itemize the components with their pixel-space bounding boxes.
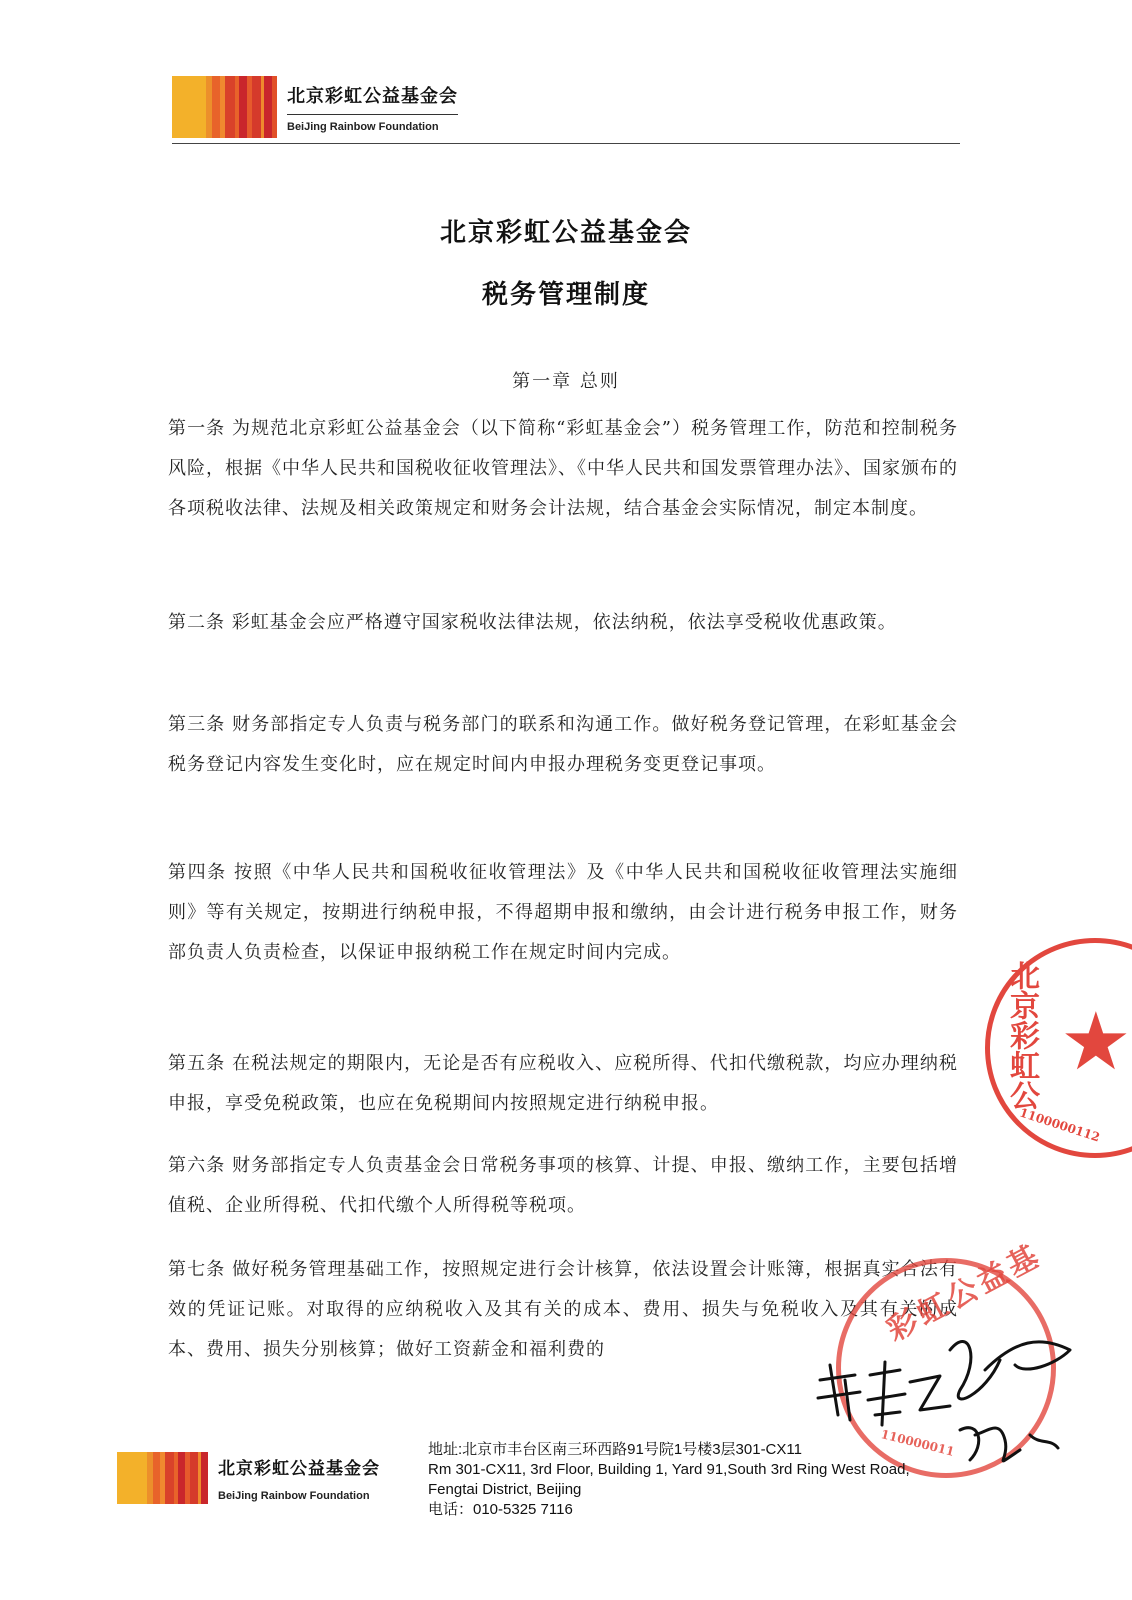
document-title-org: 北京彩虹公益基金会 [439, 218, 692, 248]
article-7: 第七条 做好税务管理基础工作，按照规定进行会计核算，依法设置会计账簿，根据真实合法有效的凭证记账。对取得的应纳税收入及其有关的成本、费用、损失与免税收入及其有关的成本、费用、损失分别核算；做好工资薪金和福利费的 [168, 1259, 958, 1360]
article-6: 第六条 财务部指定专人负责基金会日常税务事项的核算、计提、申报、缴纳工作，主要包括增值税、企业所得税、代扣代缴个人所得税等税项。 [168, 1155, 958, 1216]
footer-address-en-line2: Fengtai District, Beijing [428, 1481, 582, 1498]
footer-org-name-cn: 北京彩虹公益基金会 [218, 1459, 380, 1479]
seal-star-icon: ★ [1060, 995, 1132, 1088]
side-seal-text: 北京彩虹公 [1004, 960, 1039, 1110]
header-divider [172, 143, 960, 144]
header-logo [172, 76, 458, 138]
footer-logo [117, 1452, 380, 1504]
article-1: 第一条 为规范北京彩虹公益基金会（以下简称“彩虹基金会”）税务管理工作，防范和控制税务风险，根据《中华人民共和国税收征收管理法》、《中华人民共和国发票管理办法》、国家颁布的各项税收法律、法规及相关政策规定和财务会计法规，结合基金会实际情况，制定本制度。 [168, 418, 958, 519]
footer-org-name-en: BeiJing Rainbow Foundation [218, 1490, 370, 1502]
footer-logo-rainbow-bars-icon [117, 1452, 208, 1504]
footer-address-block [428, 1440, 910, 1520]
footer-phone: 电话：010-5325 7116 [428, 1501, 573, 1518]
article-4: 第四条 按照《中华人民共和国税收征收管理法》及《中华人民共和国税收征收管理法实施细则》等有关规定，按期进行纳税申报，不得超期申报和缴纳，由会计进行税务申报工作，财务部负责人负责检查，以保证申报纳税工作在规定时间内完成。 [168, 862, 958, 963]
chapter-heading: 第一章 总则 [512, 371, 620, 392]
header-org-name-cn: 北京彩虹公益基金会 [287, 85, 458, 107]
footer-address-en-line1: Rm 301-CX11, 3rd Floor, Building 1, Yard 91,South 3rd Ring West Road, [428, 1461, 910, 1478]
bottom-seal-text: 彩虹公益基 [881, 1237, 1048, 1349]
side-seal-number: 1100000112 [1017, 1105, 1102, 1145]
logo-rainbow-bars-icon [172, 76, 277, 138]
article-2: 第二条 彩虹基金会应严格遵守国家税收法律法规，依法纳税，依法享受税收优惠政策。 [168, 612, 897, 633]
article-5: 第五条 在税法规定的期限内，无论是否有应税收入、应税所得、代扣代缴税款，均应办理纳税申报，享受免税政策，也应在免税期间内按照规定进行纳税申报。 [168, 1053, 958, 1114]
header-org-name-en: BeiJing Rainbow Foundation [287, 114, 458, 133]
footer-address-cn: 地址:北京市丰台区南三环西路91号院1号楼3层301-CX11 [428, 1441, 802, 1458]
bottom-seal-number: 110000011 [879, 1427, 956, 1459]
article-3: 第三条 财务部指定专人负责与税务部门的联系和沟通工作。做好税务登记管理，在彩虹基金会税务登记内容发生变化时，应在规定时间内申报办理税务变更登记事项。 [168, 714, 958, 775]
document-title: 税务管理制度 [481, 280, 650, 310]
